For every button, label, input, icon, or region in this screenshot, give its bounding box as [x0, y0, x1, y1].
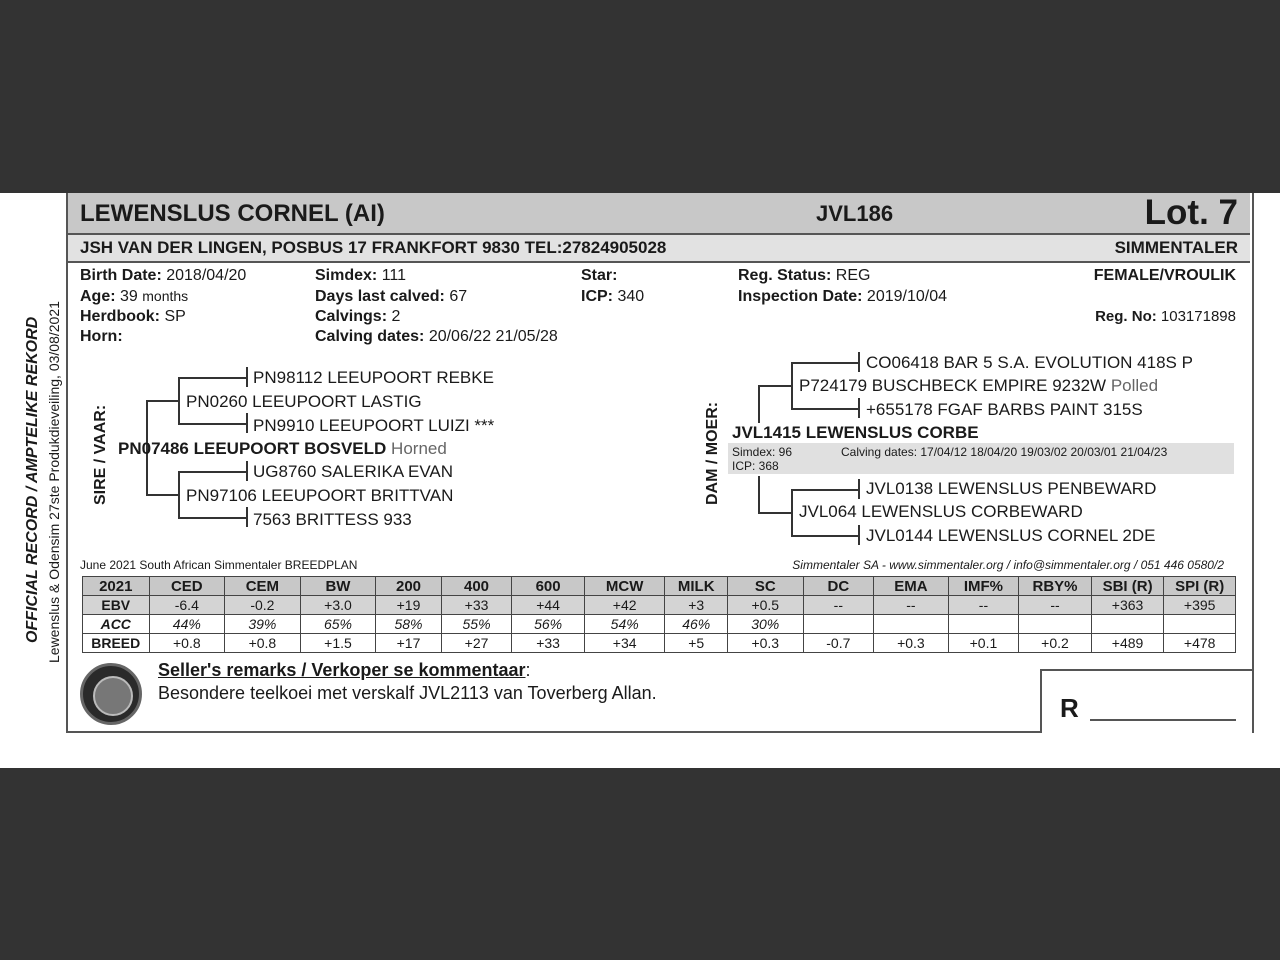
- ebv-header-cell: 600: [512, 577, 585, 596]
- ebv-header-cell: 400: [441, 577, 512, 596]
- ebv-header-cell: RBY%: [1019, 577, 1092, 596]
- acc-cell: [803, 615, 874, 634]
- ebv-cell: +3.0: [300, 596, 376, 615]
- ebv-cell: +44: [512, 596, 585, 615]
- age: Age: 39 months: [80, 288, 189, 305]
- acc-cell: [1091, 615, 1164, 634]
- ebv-header-cell: 200: [376, 577, 442, 596]
- sire-grand-sire: PN0260 LEEUPOORT LASTIG: [186, 392, 422, 411]
- owner-line: JSH VAN DER LINGEN, POSBUS 17 FRANKFORT 9830 TEL:27824905028: [80, 238, 667, 257]
- ebv-cell: +3: [665, 596, 727, 615]
- ebv-cell: --: [948, 596, 1019, 615]
- acc-cell: 65%: [300, 615, 376, 634]
- sire-label: SIRE / VAAR:: [92, 404, 109, 505]
- breed-cell: +0.3: [727, 634, 803, 653]
- birth-date: Birth Date: 2018/04/20: [80, 267, 247, 284]
- breed-name: SIMMENTALER: [1114, 238, 1238, 257]
- title-bar: [68, 193, 1250, 235]
- simmentaler-logo-icon: [80, 663, 142, 725]
- breed-cell: +17: [376, 634, 442, 653]
- sire-gg-sire-2: UG8760 SALERIKA EVAN: [253, 462, 454, 481]
- sex: FEMALE/VROULIK: [1093, 267, 1236, 284]
- ebv-header-cell: BW: [300, 577, 376, 596]
- price-label: R: [1060, 693, 1079, 723]
- ebv-cell: -6.4: [149, 596, 225, 615]
- breedplan-source: June 2021 South African Simmentaler BREEDPLAN: [80, 558, 358, 572]
- breed-cell: +0.8: [149, 634, 225, 653]
- ebv-header-row: [83, 577, 1236, 596]
- ebv-cell: EBV: [83, 596, 150, 615]
- ebv-cell: --: [1019, 596, 1092, 615]
- reg-status: Reg. Status: REG: [738, 267, 871, 284]
- ebv-row: [83, 596, 1236, 615]
- acc-cell: 46%: [665, 615, 727, 634]
- dam-calving-dates: Calving dates: 17/04/12 18/04/20 19/03/02 20/03/01 21/04/23: [841, 445, 1168, 459]
- ebv-header-cell: SC: [727, 577, 803, 596]
- animal-name: LEWENSLUS CORNEL (AI): [80, 200, 385, 227]
- sire-gg-dam-2: 7563 BRITTESS 933: [253, 510, 412, 529]
- dam-gg-dam-2: JVL0144 LEWENSLUS CORNEL 2DE: [866, 526, 1156, 545]
- dam-gg-dam-1: +655178 FGAF BARBS PAINT 315S: [866, 400, 1143, 419]
- dam-stats-box: [728, 443, 1234, 474]
- ebv-cell: +33: [441, 596, 512, 615]
- ebv-cell: +0.5: [727, 596, 803, 615]
- ebv-header-cell: IMF%: [948, 577, 1019, 596]
- breed-cell: +34: [584, 634, 665, 653]
- acc-cell: 58%: [376, 615, 442, 634]
- dam-gg-sire-2: JVL0138 LEWENSLUS PENBEWARD: [866, 479, 1157, 498]
- breed-cell: +1.5: [300, 634, 376, 653]
- breed-cell: +33: [512, 634, 585, 653]
- ebv-cell: -0.2: [225, 596, 301, 615]
- breed-cell: +0.8: [225, 634, 301, 653]
- acc-cell: [948, 615, 1019, 634]
- animal-code: JVL186: [816, 201, 894, 226]
- acc-cell: [874, 615, 949, 634]
- icp: ICP: 340: [581, 288, 645, 305]
- breed-cell: -0.7: [803, 634, 874, 653]
- acc-row: [83, 615, 1236, 634]
- breed-cell: +0.1: [948, 634, 1019, 653]
- breed-cell: +489: [1091, 634, 1164, 653]
- ebv-header-cell: MCW: [584, 577, 665, 596]
- owner-bar: [68, 235, 1250, 263]
- breed-cell: +0.2: [1019, 634, 1092, 653]
- remarks-title: Seller's remarks / Verkoper se kommentaar:: [158, 660, 531, 680]
- herdbook: Herdbook: SP: [80, 308, 186, 325]
- ebv-cell: +363: [1091, 596, 1164, 615]
- acc-cell: 39%: [225, 615, 301, 634]
- dam-label: DAM / MOER:: [704, 401, 721, 505]
- price-line: [1090, 719, 1236, 721]
- dam-grand-sire: P724179 BUSCHBECK EMPIRE 9232W Polled: [799, 376, 1159, 395]
- ebv-header-cell: DC: [803, 577, 874, 596]
- breed-cell: +478: [1164, 634, 1236, 653]
- star: Star:: [581, 267, 618, 284]
- acc-cell: ACC: [83, 615, 150, 634]
- calving-dates: Calving dates: 20/06/22 21/05/28: [315, 328, 558, 345]
- sire-gg-dam-1: PN9910 LEEUPOORT LUIZI ***: [253, 416, 495, 435]
- calvings: Calvings: 2: [315, 308, 401, 325]
- dam-simdex: Simdex: 96: [732, 445, 793, 459]
- dam-icp: ICP: 368: [732, 459, 779, 473]
- ebv-header-cell: 2021: [83, 577, 150, 596]
- sire-name: PN07486 LEEUPOORT BOSVELD Horned: [118, 439, 447, 458]
- price-box: [1040, 669, 1252, 733]
- lot-number: Lot. 7: [1144, 193, 1238, 232]
- sire-grand-dam: PN97106 LEEUPOORT BRITTVAN: [186, 486, 454, 505]
- ebv-header-cell: MILK: [665, 577, 727, 596]
- ebv-header-cell: SBI (R): [1091, 577, 1164, 596]
- acc-cell: 44%: [149, 615, 225, 634]
- ebv-header-cell: SPI (R): [1164, 577, 1236, 596]
- ebv-cell: +395: [1164, 596, 1236, 615]
- simdex: Simdex: 111: [315, 267, 407, 284]
- acc-cell: 55%: [441, 615, 512, 634]
- dam-name: JVL1415 LEWENSLUS CORBE: [732, 423, 979, 442]
- remarks-text: Besondere teelkoei met verskalf JVL2113 van Toverberg Allan.: [158, 683, 657, 703]
- inspection-date: Inspection Date: 2019/10/04: [738, 288, 947, 305]
- ebv-cell: --: [803, 596, 874, 615]
- acc-cell: [1164, 615, 1236, 634]
- acc-cell: 56%: [512, 615, 585, 634]
- acc-cell: 30%: [727, 615, 803, 634]
- lot-card: [0, 193, 1280, 768]
- acc-cell: 54%: [584, 615, 665, 634]
- simmentaler-contact: Simmentaler SA - www.simmentaler.org / info@simmentaler.org / 051 446 0580/2: [792, 558, 1224, 572]
- ebv-table: [82, 576, 1236, 653]
- breed-cell: +27: [441, 634, 512, 653]
- breed-cell: +0.3: [874, 634, 949, 653]
- ebv-header-cell: CED: [149, 577, 225, 596]
- breed-cell: BREED: [83, 634, 150, 653]
- ebv-header-cell: EMA: [874, 577, 949, 596]
- breed-row: [83, 634, 1236, 653]
- acc-cell: [1019, 615, 1092, 634]
- breed-cell: +5: [665, 634, 727, 653]
- days-last-calved: Days last calved: 67: [315, 288, 468, 305]
- ebv-header-cell: CEM: [225, 577, 301, 596]
- reg-no: Reg. No: 103171898: [1095, 308, 1236, 325]
- ebv-cell: +19: [376, 596, 442, 615]
- horn: Horn:: [80, 328, 123, 345]
- ebv-cell: +42: [584, 596, 665, 615]
- dam-grand-dam: JVL064 LEWENSLUS CORBEWARD: [799, 502, 1083, 521]
- sire-gg-sire-1: PN98112 LEEUPOORT REBKE: [253, 368, 494, 387]
- official-record-label: OFFICIAL RECORD / AMPTELIKE REKORD: [24, 316, 41, 643]
- sale-label: Lewenslus & Odensim 27ste Produkdieveiling, 03/08/2021: [46, 301, 62, 663]
- dam-gg-sire-1: CO06418 BAR 5 S.A. EVOLUTION 418S P: [866, 353, 1193, 372]
- ebv-cell: --: [874, 596, 949, 615]
